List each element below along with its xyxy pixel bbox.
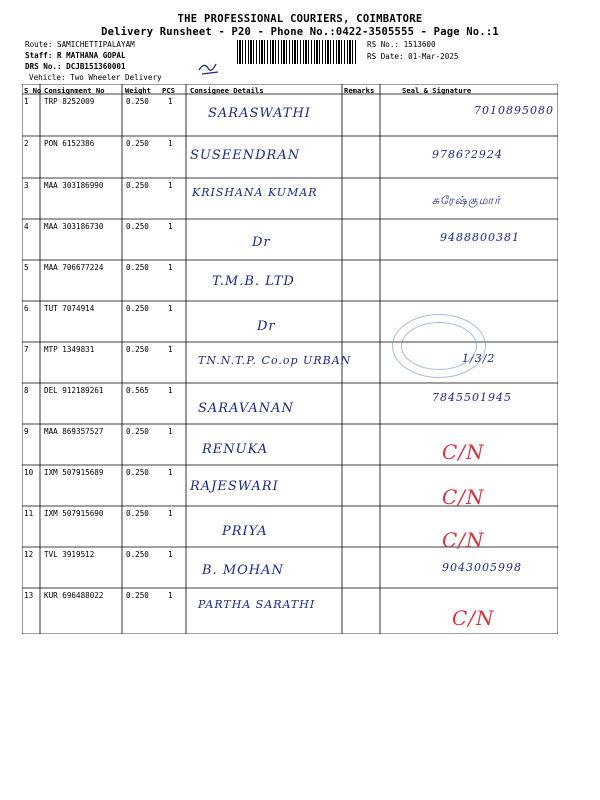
row-consignment-no: KUR 696488022: [44, 591, 104, 600]
row-pcs: 1: [168, 181, 173, 190]
row-sno: 13: [24, 591, 34, 600]
row-pcs: 1: [168, 139, 173, 148]
row-pcs: 1: [168, 468, 173, 477]
col-pcs: PCS: [162, 86, 175, 95]
row-consignee-handwritten: TN.N.T.P. Co.op URBAN: [198, 354, 352, 367]
row-seal-signature: C/N: [442, 485, 485, 509]
col-sno: S No: [24, 86, 42, 95]
col-consignment: Consignment No: [44, 86, 105, 95]
row-seal-signature: சுரேஷ்குமார்: [432, 194, 502, 207]
row-pcs: 1: [168, 550, 173, 559]
row-seal-signature: 7010895080: [474, 104, 554, 117]
row-seal-signature: C/N: [452, 606, 495, 630]
row-weight: 0.250: [126, 591, 149, 600]
row-consignee-handwritten: PRIYA: [222, 524, 268, 539]
row-sno: 6: [24, 304, 29, 313]
row-pcs: 1: [168, 97, 173, 106]
row-weight: 0.250: [126, 304, 149, 313]
row-seal-signature: 9488800381: [440, 231, 520, 244]
row-consignment-no: PON 6152386: [44, 139, 95, 148]
row-weight: 0.250: [126, 468, 149, 477]
row-consignment-no: TVL 3919512: [44, 550, 95, 559]
row-pcs: 1: [168, 386, 173, 395]
row-pcs: 1: [168, 427, 173, 436]
row-pcs: 1: [168, 591, 173, 600]
row-weight: 0.250: [126, 550, 149, 559]
row-consignment-no: MAA 869357527: [44, 427, 104, 436]
col-remarks: Remarks: [344, 86, 375, 95]
row-seal-signature: 9043005998: [442, 561, 522, 574]
row-sno: 9: [24, 427, 29, 436]
barcode-image: [237, 40, 357, 64]
row-pcs: 1: [168, 222, 173, 231]
vehicle-label: Vehicle: Two Wheeler Delivery: [29, 73, 162, 82]
row-consignment-no: TUT 7074914: [44, 304, 95, 313]
row-consignee-handwritten: SUSEENDRAN: [190, 148, 301, 163]
row-consignee-handwritten: Dr: [257, 319, 276, 334]
sheet-subtitle: Delivery Runsheet - P20 - Phone No.:0422-3505555 - Page No.:1: [101, 26, 499, 38]
row-weight: 0.250: [126, 181, 149, 190]
row-consignee-handwritten: PARTHA SARATHI: [198, 598, 316, 611]
row-pcs: 1: [168, 304, 173, 313]
row-sno: 7: [24, 345, 29, 354]
row-consignment-no: IXM 507915689: [44, 468, 104, 477]
row-consignment-no: MAA 303186730: [44, 222, 104, 231]
row-weight: 0.250: [126, 263, 149, 272]
row-sno: 4: [24, 222, 29, 231]
row-weight: 0.250: [126, 139, 149, 148]
row-seal-signature: 1/3/2: [462, 352, 496, 365]
row-sno: 3: [24, 181, 29, 190]
col-seal-signature: Seal & Signature: [402, 86, 472, 95]
row-consignment-no: DEL 912189261: [44, 386, 104, 395]
runsheet-table: [22, 84, 558, 634]
row-seal-signature: 9786?2924: [432, 148, 503, 161]
staff-label: Staff: R MATHANA GOPAL: [25, 51, 126, 60]
row-consignee-handwritten: Dr: [252, 235, 271, 250]
rs-number: RS No.: 1513600: [367, 40, 436, 49]
row-pcs: 1: [168, 509, 173, 518]
col-consignee: Consignee Details: [190, 86, 264, 95]
row-sno: 1: [24, 97, 29, 106]
row-weight: 0.250: [126, 97, 149, 106]
row-weight: 0.250: [126, 427, 149, 436]
row-sno: 11: [24, 509, 34, 518]
row-consignee-handwritten: SARAVANAN: [198, 401, 294, 416]
row-consignee-handwritten: KRISHANA KUMAR: [192, 186, 318, 199]
row-weight: 0.250: [126, 222, 149, 231]
rs-date: RS Date: 01-Mar-2025: [367, 52, 459, 61]
row-consignment-no: MTP 1349831: [44, 345, 95, 354]
row-weight: 0.250: [126, 345, 149, 354]
row-sno: 12: [24, 550, 34, 559]
col-weight: Weight: [125, 86, 151, 95]
row-seal-signature: 7845501945: [432, 391, 512, 404]
route-label: Route: SAMICHETTIPALAYAM: [25, 40, 135, 49]
row-consignee-handwritten: SARASWATHI: [208, 106, 311, 121]
row-seal-signature: C/N: [442, 528, 485, 552]
staff-initial-signature: [196, 58, 222, 78]
sheet-title: THE PROFESSIONAL COURIERS, COIMBATORE: [177, 13, 423, 25]
drs-number: DRS No.: DCJB151360001: [25, 62, 126, 71]
row-sno: 10: [24, 468, 34, 477]
row-weight: 0.565: [126, 386, 149, 395]
row-consignment-no: MAA 706677224: [44, 263, 104, 272]
row-weight: 0.250: [126, 509, 149, 518]
row-consignment-no: IXM 507915690: [44, 509, 104, 518]
company-seal-stamp: [392, 314, 486, 378]
row-sno: 5: [24, 263, 29, 272]
row-pcs: 1: [168, 263, 173, 272]
row-consignee-handwritten: B. MOHAN: [202, 563, 284, 578]
row-sno: 8: [24, 386, 29, 395]
row-pcs: 1: [168, 345, 173, 354]
row-consignee-handwritten: T.M.B. LTD: [212, 274, 295, 289]
row-consignee-handwritten: RAJESWARI: [190, 479, 279, 494]
row-consignment-no: MAA 303186990: [44, 181, 104, 190]
row-consignment-no: TRP 8252009: [44, 97, 95, 106]
row-consignee-handwritten: RENUKA: [202, 442, 269, 457]
row-sno: 2: [24, 139, 29, 148]
row-seal-signature: C/N: [442, 440, 485, 464]
